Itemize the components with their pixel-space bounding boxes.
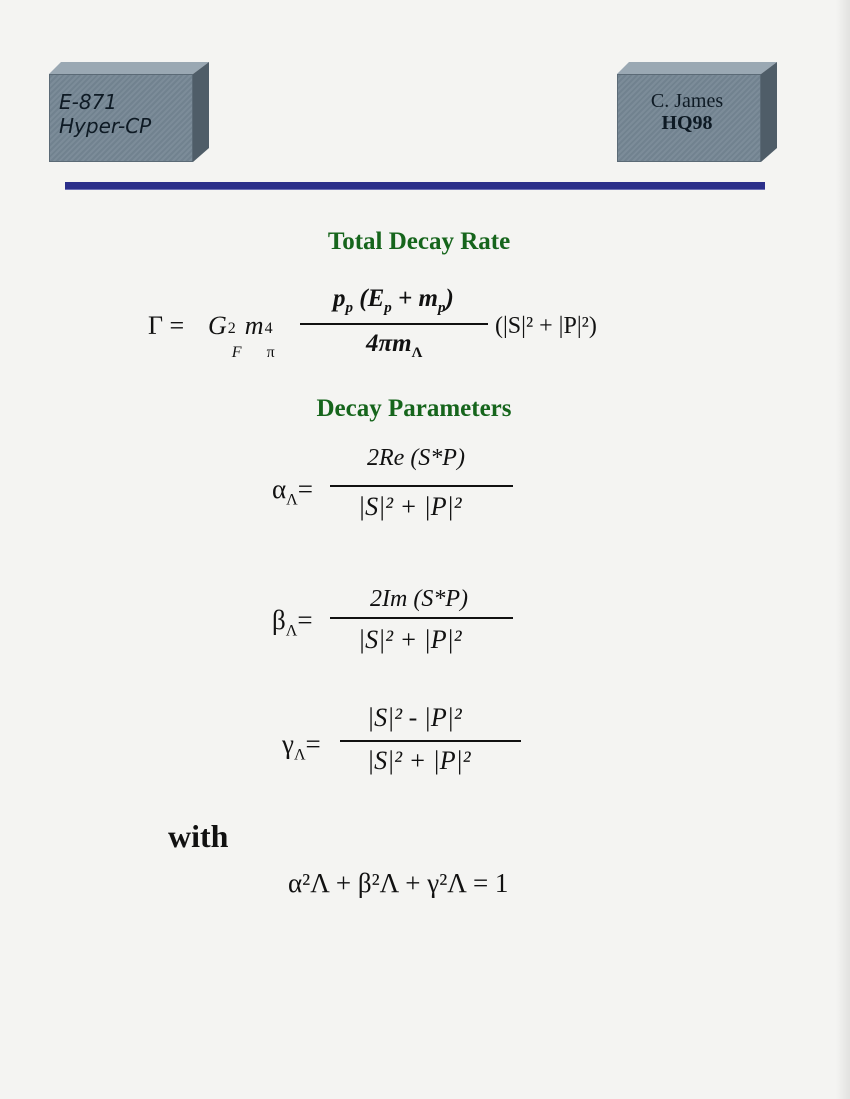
m-sub: π	[266, 344, 275, 361]
gamma-denominator: |S|² + |P|²	[367, 746, 471, 775]
num-m: + m	[398, 285, 438, 312]
gamma-sub: Λ	[293, 746, 306, 764]
num-close: )	[445, 285, 454, 312]
m-sup: 4	[264, 320, 273, 337]
experiment-number: E-871	[59, 90, 118, 114]
gamma-symbol: γ	[282, 729, 294, 759]
gamma-prefactor	[208, 311, 278, 361]
total-denominator	[366, 330, 422, 362]
decay-parameters-heading: Decay Parameters	[316, 395, 512, 422]
box-top-bevel	[49, 62, 209, 74]
conference-name: HQ98	[661, 112, 713, 134]
num-p: p	[333, 285, 346, 312]
gamma-numerator: |S|² - |P|²	[367, 703, 462, 732]
identity-equation: α²Λ + β²Λ + γ²Λ = 1	[288, 868, 509, 898]
beta-symbol: β	[272, 605, 286, 635]
alpha-lhs	[272, 474, 313, 509]
gamma-lhs: Γ =	[148, 311, 185, 340]
den-sub: Λ	[411, 345, 423, 361]
author-label	[617, 90, 757, 134]
g-sup: 2	[227, 320, 236, 337]
beta-fraction-bar	[330, 617, 513, 619]
num-m-sub: p	[437, 300, 446, 316]
total-fraction-bar	[300, 323, 488, 325]
author-box	[617, 62, 777, 162]
alpha-denominator: |S|² + |P|²	[358, 492, 462, 521]
num-e-sub: p	[384, 300, 392, 316]
gamma-eq: =	[305, 729, 321, 759]
box-top-bevel	[617, 62, 777, 74]
with-label: with	[168, 818, 229, 854]
beta-sub: Λ	[285, 622, 298, 640]
experiment-label	[59, 90, 199, 138]
alpha-numerator: 2Re (S*P)	[367, 445, 465, 471]
alpha-fraction-bar	[330, 485, 513, 487]
alpha-sub: Λ	[286, 491, 298, 509]
beta-lhs	[272, 605, 313, 640]
beta-denominator: |S|² + |P|²	[358, 625, 462, 654]
box-side-bevel	[761, 62, 777, 162]
gamma-param-lhs	[282, 729, 321, 764]
total-numerator	[333, 285, 454, 317]
g-sub: F	[231, 344, 242, 361]
alpha-symbol: α	[272, 474, 287, 504]
alpha-eq: =	[297, 474, 313, 504]
beta-numerator: 2Im (S*P)	[370, 586, 468, 612]
num-p-sub: p	[345, 300, 353, 316]
g-symbol: G	[208, 311, 227, 340]
m-symbol: m	[244, 311, 264, 340]
num-e: (E	[359, 285, 385, 312]
total-tail: (|S|² + |P|²)	[495, 313, 597, 339]
author-name: C. James	[650, 90, 724, 112]
page-edge-shadow	[836, 0, 850, 1099]
gamma-fraction-bar	[340, 740, 521, 742]
total-decay-rate-heading: Total Decay Rate	[327, 228, 511, 255]
experiment-name: Hyper-CP	[59, 114, 152, 138]
header-rule	[65, 182, 765, 189]
beta-eq: =	[297, 605, 313, 635]
experiment-box	[49, 62, 209, 162]
den-text: 4πm	[366, 330, 412, 357]
